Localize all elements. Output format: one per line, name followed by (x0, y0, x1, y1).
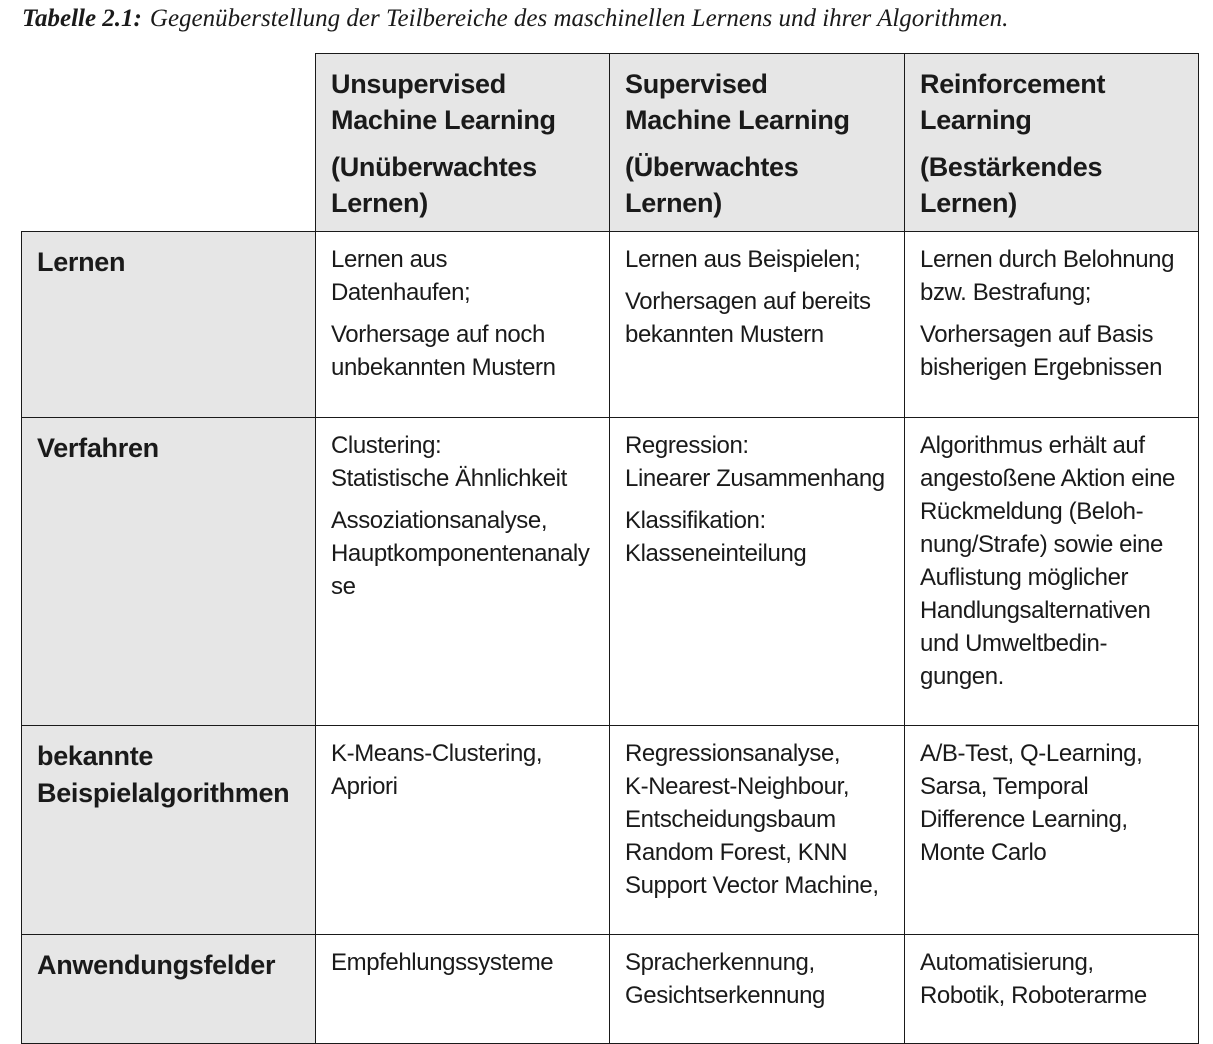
cell-paragraph (331, 318, 599, 384)
cell-paragraph (625, 504, 894, 570)
table-cell (610, 418, 905, 726)
text-line: Klasseneinteilung (625, 540, 807, 567)
text-line: Regression: (625, 432, 749, 459)
text-line: Learning (920, 105, 1032, 135)
table-body (22, 54, 1199, 1044)
cell-paragraph (625, 429, 894, 495)
column-title (625, 66, 894, 138)
cell-paragraph (920, 737, 1188, 869)
row-label (22, 232, 316, 418)
cell-paragraph (331, 946, 599, 979)
column-header (316, 54, 610, 232)
caption-text: Gegenüberstellung der Teilbereiche des maschinellen Lernens und ihrer Algorithmen. (149, 5, 1009, 32)
cell-paragraph (331, 243, 599, 309)
text-line: Machine Learning (331, 105, 556, 135)
text-line: Assoziationsanalyse, (331, 507, 548, 534)
table-cell (905, 726, 1199, 935)
text-line: Beispielalgorithmen (37, 778, 290, 808)
text-line: Lernen aus Beispielen; (625, 246, 861, 273)
text-line: Rückmeldung (Beloh- (920, 498, 1144, 525)
text-line: bisherigen Ergebnissen (920, 354, 1163, 381)
text-line: bekannten Mustern (625, 321, 824, 348)
text-line: Klassifikation: (625, 507, 766, 534)
table-cell (905, 232, 1199, 418)
text-line: Random Forest, KNN (625, 839, 848, 866)
text-line: nung/Strafe) sowie eine (920, 531, 1163, 558)
row-label (22, 726, 316, 935)
text-line: Handlungsalternativen (920, 597, 1151, 624)
table-cell (905, 935, 1199, 1044)
column-title (331, 66, 599, 138)
text-line: (Bestärkendes (920, 152, 1103, 182)
text-line: (Unüberwachtes (331, 152, 537, 182)
cell-paragraph (625, 737, 894, 902)
text-line: Lernen) (625, 188, 722, 218)
text-line: Auflistung möglicher (920, 564, 1129, 591)
text-line: K-Means-Clustering, (331, 740, 543, 767)
text-line: Lernen aus (331, 246, 448, 273)
text-line: Lernen) (331, 188, 428, 218)
column-header (905, 54, 1199, 232)
row-label (22, 935, 316, 1044)
table-caption (22, 2, 1202, 36)
table-row (22, 418, 1199, 726)
text-line: angestoßene Aktion eine (920, 465, 1175, 492)
cell-paragraph (920, 318, 1188, 384)
text-line: Datenhaufen; (331, 279, 471, 306)
table-cell (610, 935, 905, 1044)
text-line: Verfahren (37, 433, 159, 463)
comparison-table (21, 53, 1199, 1044)
row-label (22, 418, 316, 726)
cell-paragraph (920, 946, 1188, 1012)
text-line: Apriori (331, 773, 398, 800)
text-line: Gesichtserkennung (625, 982, 825, 1009)
table-cell (905, 418, 1199, 726)
text-line: K-Nearest-Neighbour, (625, 773, 850, 800)
text-line: Difference Learning, (920, 806, 1128, 833)
text-line: A/B-Test, Q-Learning, (920, 740, 1143, 767)
text-line: Lernen durch Belohnung (920, 246, 1175, 273)
column-title (920, 66, 1188, 138)
text-line: Lernen (37, 247, 126, 277)
text-line: Monte Carlo (920, 839, 1047, 866)
text-line: gungen. (920, 663, 1004, 690)
text-line: se (331, 573, 356, 600)
text-line: Automatisierung, (920, 949, 1094, 976)
text-line: Entscheidungsbaum (625, 806, 836, 833)
text-line: Support Vector Machine, (625, 872, 879, 899)
caption-label: Tabelle 2.1: (22, 5, 142, 32)
text-line: Regressionsanalyse, (625, 740, 841, 767)
text-line: (Überwachtes (625, 152, 799, 182)
table-cell (610, 726, 905, 935)
column-subtitle (331, 149, 599, 221)
text-line: Empfehlungssysteme (331, 949, 554, 976)
cell-paragraph (920, 243, 1188, 309)
table-cell (610, 232, 905, 418)
cell-paragraph (331, 429, 599, 495)
empty-corner-cell (22, 54, 316, 232)
text-line: Anwendungsfelder (37, 950, 276, 980)
column-header (610, 54, 905, 232)
cell-paragraph (625, 285, 894, 351)
cell-paragraph (625, 243, 894, 276)
table-row (22, 935, 1199, 1044)
cell-paragraph (625, 946, 894, 1012)
text-line: Reinforcement (920, 69, 1106, 99)
text-line: Supervised (625, 69, 768, 99)
text-line: und Umweltbedin- (920, 630, 1108, 657)
table-cell (316, 418, 610, 726)
text-line: Lernen) (920, 188, 1017, 218)
table-row (22, 726, 1199, 935)
header-row (22, 54, 1199, 232)
text-line: Algorithmus erhält auf (920, 432, 1145, 459)
text-line: Machine Learning (625, 105, 850, 135)
text-line: Statistische Ähnlichkeit (331, 465, 567, 492)
cell-paragraph (331, 737, 599, 803)
cell-paragraph (331, 504, 599, 603)
text-line: Hauptkomponentenanaly (331, 540, 590, 567)
text-line: Vorhersage auf noch (331, 321, 545, 348)
table-cell (316, 935, 610, 1044)
text-line: Spracherkennung, (625, 949, 815, 976)
table-cell (316, 232, 610, 418)
text-line: Vorhersagen auf bereits (625, 288, 871, 315)
text-line: Sarsa, Temporal (920, 773, 1089, 800)
text-line: Linearer Zusammenhang (625, 465, 885, 492)
text-line: Robotik, Roboterarme (920, 982, 1147, 1009)
text-line: unbekannten Mustern (331, 354, 556, 381)
table-row (22, 232, 1199, 418)
text-line: bekannte (37, 741, 154, 771)
cell-paragraph (920, 429, 1188, 693)
column-subtitle (625, 149, 894, 221)
table-cell (316, 726, 610, 935)
text-line: Clustering: (331, 432, 442, 459)
text-line: Vorhersagen auf Basis (920, 321, 1154, 348)
text-line: Unsupervised (331, 69, 506, 99)
text-line: bzw. Bestrafung; (920, 279, 1092, 306)
column-subtitle (920, 149, 1188, 221)
